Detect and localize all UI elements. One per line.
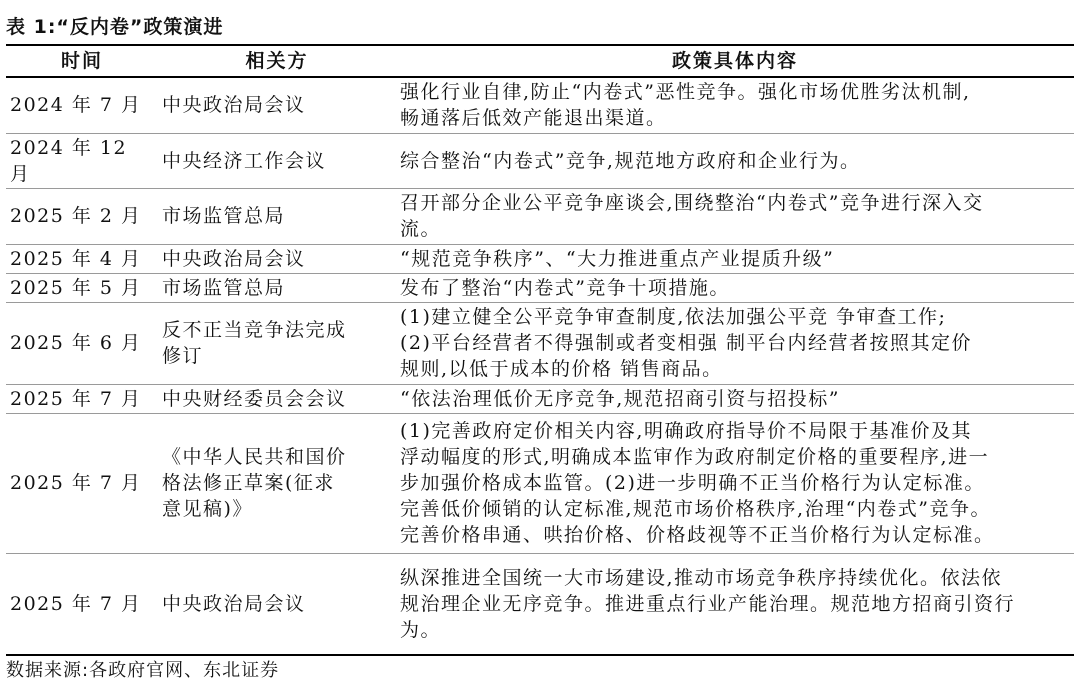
cell-time: 2025 年 7 月 bbox=[6, 413, 158, 553]
cell-party bbox=[158, 188, 396, 244]
cell-content bbox=[396, 133, 1074, 188]
party-line: 意见稿)》 bbox=[162, 498, 253, 520]
cell-party bbox=[158, 384, 396, 413]
cell-party bbox=[158, 302, 396, 384]
cell-content bbox=[396, 384, 1074, 413]
content-line: 强化行业自律,防止“内卷式”恶性竞争。强化市场优胜劣汰机制, bbox=[400, 81, 971, 104]
content-line: 纵深推进全国统一大市场建设,推动市场竞争秩序持续优化。依法依 bbox=[400, 566, 1003, 589]
cell-content bbox=[396, 188, 1074, 244]
party-line: 市场监管总局 bbox=[162, 276, 286, 299]
party-line: 《中华人民共和国价 bbox=[162, 446, 347, 468]
table-header-row bbox=[6, 45, 1074, 77]
table-row bbox=[6, 133, 1074, 188]
content-line: 畅通落后低效产能退出渠道。 bbox=[400, 107, 667, 130]
content-line: 为。 bbox=[400, 618, 442, 641]
party-line: 中央政治局会议 bbox=[162, 94, 306, 117]
content-line: “规范竞争秩序”、“大力推进重点产业提质升级” bbox=[400, 247, 835, 270]
table-row bbox=[6, 553, 1074, 655]
party-line: 中央财经委员会会议 bbox=[162, 387, 347, 410]
cell-content bbox=[396, 273, 1074, 302]
cell-time: 2025 年 6 月 bbox=[6, 302, 158, 384]
content-line: (1)完善政府定价相关内容,明确政府指导价不局限于基准价及其 bbox=[400, 420, 972, 442]
cell-content bbox=[396, 413, 1074, 553]
header-party: 相关方 bbox=[158, 45, 396, 77]
cell-time: 2025 年 7 月 bbox=[6, 384, 158, 413]
table-row bbox=[6, 77, 1074, 133]
content-line: 规治理企业无序竞争。推进重点行业产能治理。规范地方招商引资行 bbox=[400, 592, 1016, 615]
party-line: 市场监管总局 bbox=[162, 205, 286, 227]
cell-content bbox=[396, 244, 1074, 273]
party-line: 格法修正草案(征求 bbox=[162, 472, 335, 494]
content-line: 流。 bbox=[400, 218, 442, 240]
cell-time: 2025 年 4 月 bbox=[6, 244, 158, 273]
party-line: 反不正当竞争法完成 bbox=[162, 319, 347, 341]
table-caption: 表 1:“反内卷”政策演进 bbox=[6, 16, 224, 38]
content-line: “依法治理低价无序竞争,规范招商引资与招投标” bbox=[400, 387, 840, 410]
content-line: 规则,以低于成本的价格 销售商品。 bbox=[400, 358, 723, 380]
cell-party bbox=[158, 553, 396, 655]
cell-time: 2025 年 2 月 bbox=[6, 188, 158, 244]
header-content: 政策具体内容 bbox=[396, 45, 1074, 77]
table-row bbox=[6, 302, 1074, 384]
content-line: (2)平台经营者不得强制或者变相强 制平台内经营者按照其定价 bbox=[400, 332, 972, 354]
table-body bbox=[6, 77, 1074, 655]
cell-party bbox=[158, 133, 396, 188]
table-row bbox=[6, 244, 1074, 273]
table-row bbox=[6, 273, 1074, 302]
content-line: 步加强价格成本监管。(2)进一步明确不正当价格行为认定标准。 bbox=[400, 472, 985, 494]
cell-time: 2024 年 12 月 bbox=[6, 133, 158, 188]
cell-time: 2024 年 7 月 bbox=[6, 77, 158, 133]
cell-time: 2025 年 7 月 bbox=[6, 553, 158, 655]
party-line: 中央政治局会议 bbox=[162, 247, 306, 270]
content-line: 浮动幅度的形式,明确成本监审作为政府制定价格的重要程序,进一 bbox=[400, 446, 990, 468]
content-line: 召开部分企业公平竞争座谈会,围绕整治“内卷式”竞争进行深入交 bbox=[400, 192, 984, 214]
content-line: 发布了整治“内卷式”竞争十项措施。 bbox=[400, 276, 730, 299]
header-time: 时间 bbox=[6, 45, 158, 77]
cell-party bbox=[158, 77, 396, 133]
cell-content bbox=[396, 302, 1074, 384]
cell-party bbox=[158, 273, 396, 302]
party-line: 修订 bbox=[162, 345, 204, 367]
party-line: 中央经济工作会议 bbox=[162, 149, 327, 172]
cell-time: 2025 年 5 月 bbox=[6, 273, 158, 302]
cell-content bbox=[396, 77, 1074, 133]
cell-content bbox=[396, 553, 1074, 655]
content-line: 完善低价倾销的认定标准,规范市场价格秩序,治理“内卷式”竞争。 bbox=[400, 498, 992, 520]
content-line: 完善价格串通、哄抬价格、价格歧视等不正当价格行为认定标准。 bbox=[400, 524, 995, 546]
table-row bbox=[6, 384, 1074, 413]
cell-party bbox=[158, 413, 396, 553]
policy-table bbox=[6, 44, 1074, 656]
table-row bbox=[6, 188, 1074, 244]
content-line: 综合整治“内卷式”竞争,规范地方政府和企业行为。 bbox=[400, 149, 861, 172]
table-row bbox=[6, 413, 1074, 553]
content-line: (1)建立健全公平竞争审查制度,依法加强公平竞 争审查工作; bbox=[400, 306, 947, 328]
cell-party bbox=[158, 244, 396, 273]
data-source: 数据来源:各政府官网、东北证券 bbox=[6, 660, 280, 681]
party-line: 中央政治局会议 bbox=[162, 592, 306, 615]
